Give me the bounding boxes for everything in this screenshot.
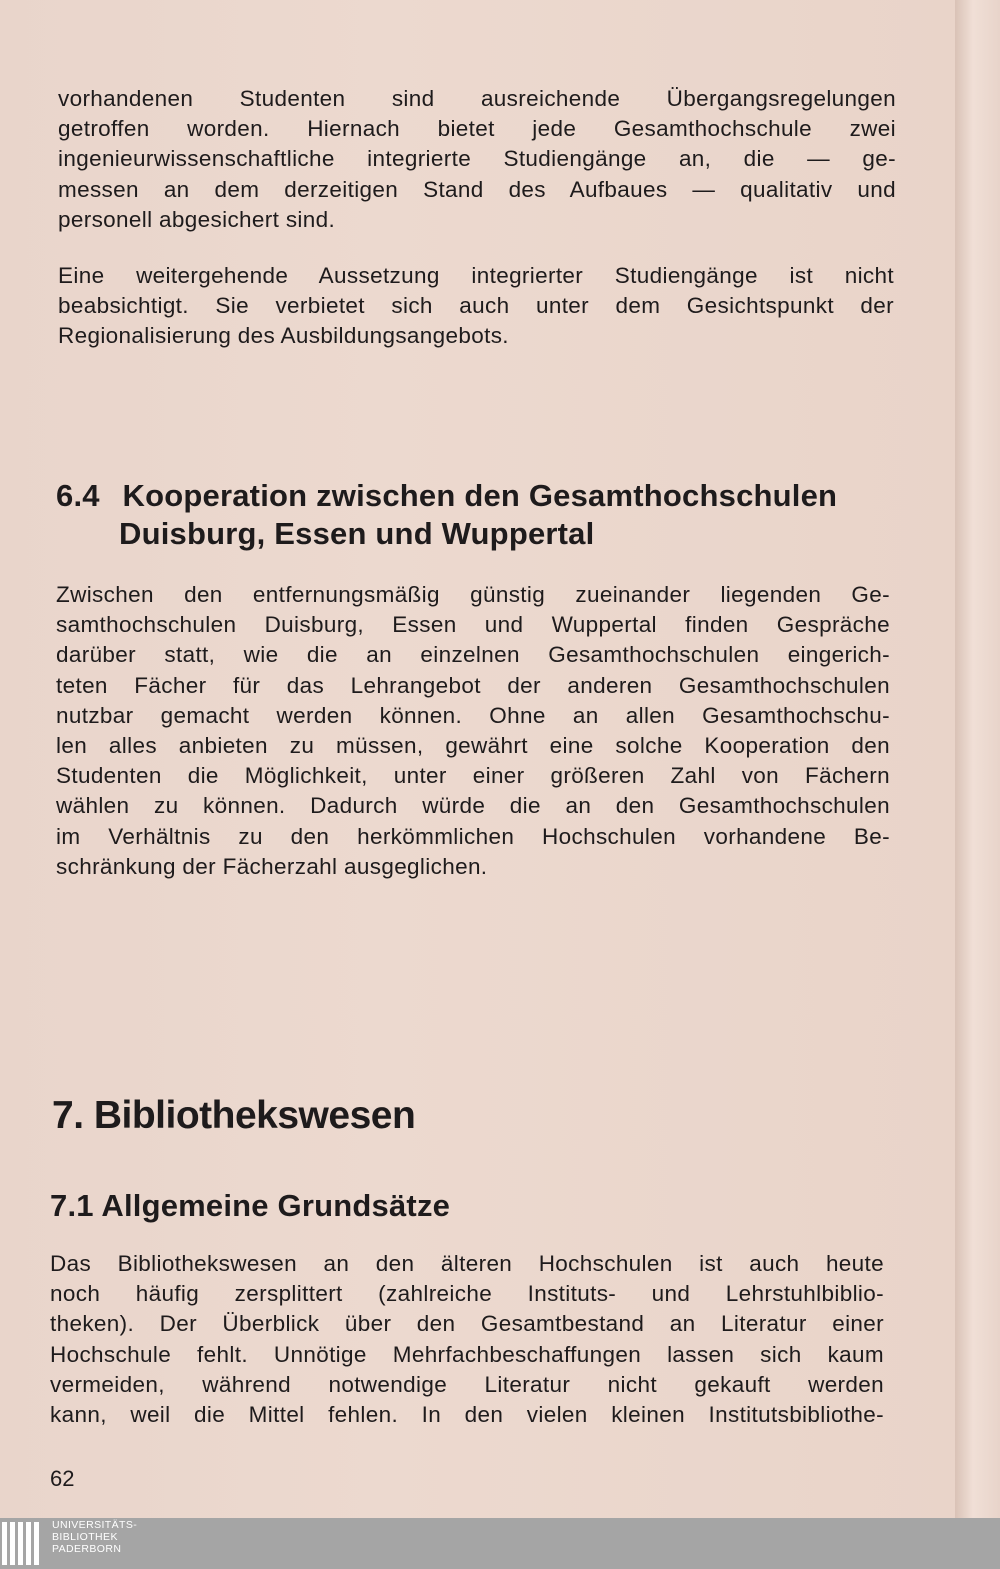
section-heading-6-4 [56,477,837,515]
text-line: beabsichtigt. Sie verbietet sich auch unter dem Gesichtspunkt der [58,293,894,319]
text-line: vermeiden, während notwendige Literatur nicht gekauft werden [50,1371,884,1397]
chapter-heading-7 [52,1094,415,1138]
text-line: darüber statt, wie die an einzelnen Gesamthochschulen eingerich- [56,642,890,668]
paragraph-suspension [58,261,894,352]
text-line: ingenieurwissenschaftliche integrierte Studiengänge an, die — ge- [58,146,896,172]
text-line: wählen zu können. Dadurch würde die an den Gesamthochschulen [56,793,890,819]
text-line: Studenten die Möglichkeit, unter einer größeren Zahl von Fächern [56,763,890,789]
text-line: getroffen worden. Hiernach bietet jede Gesamthochschule zwei [58,116,896,142]
text-line: schränkung der Fächerzahl ausgeglichen. [56,853,488,879]
text-line: Hochschule fehlt. Unnötige Mehrfachbeschaffungen lassen sich kaum [50,1341,884,1367]
library-name-line: BIBLIOTHEK [52,1531,118,1543]
library-footer-bar [0,1518,1000,1569]
library-logo-icon [2,1522,42,1565]
text-line: noch häufig zersplittert (zahlreiche Instituts- und Lehrstuhlbiblio- [50,1281,884,1307]
paragraph-transition-rules [58,84,896,235]
section-title: 7.1 Allgemeine Grundsätze [50,1188,451,1223]
text-line: theken). Der Überblick über den Gesamtbestand an Literatur einer [50,1311,884,1337]
text-line: teten Fächer für das Lehrangebot der anderen Gesamthochschulen [56,672,890,698]
library-name-line: UNIVERSITÄTS- [52,1519,138,1531]
paragraph-library [50,1249,884,1430]
text-line: messen an dem derzeitigen Stand des Aufbaues — qualitativ und [58,176,896,202]
text-line: nutzbar gemacht werden können. Ohne an allen Gesamthochschu- [56,702,890,728]
text-line: Regionalisierung des Ausbildungsangebots. [58,323,509,349]
text-line: vorhandenen Studenten sind ausreichende Übergangsregelungen [58,86,896,111]
text-line: Zwischen den entfernungsmäßig günstig zueinander liegenden Ge- [56,582,890,607]
text-line: len alles anbieten zu müssen, gewährt eine solche Kooperation den [56,733,890,759]
text-line: Das Bibliothekswesen an den älteren Hochschulen ist auch heute [50,1251,884,1276]
section-heading-7-1 [50,1187,450,1225]
section-title-line2: Duisburg, Essen und Wuppertal [119,516,595,551]
section-number: 6.4 [56,478,100,513]
text-line: samthochschulen Duisburg, Essen und Wuppertal finden Gespräche [56,612,890,638]
section-title-line1: Kooperation zwischen den Gesamthochschulen [122,478,838,513]
page-edge [955,0,1000,1518]
page-number: 62 [50,1466,75,1491]
text-line: Eine weitergehende Aussetzung integrierter Studiengänge ist nicht [58,263,894,288]
library-name [52,1519,137,1555]
library-name-line: PADERBORN [52,1543,122,1555]
section-heading-6-4-continued [119,515,594,553]
text-line: kann, weil die Mittel fehlen. In den vielen kleinen Institutsbibliothe- [50,1402,884,1428]
paragraph-cooperation [56,580,890,882]
text-line: im Verhältnis zu den herkömmlichen Hochschulen vorhandene Be- [56,823,890,849]
text-line: personell abgesichert sind. [58,206,336,232]
chapter-title: 7. Bibliothekswesen [52,1094,416,1137]
